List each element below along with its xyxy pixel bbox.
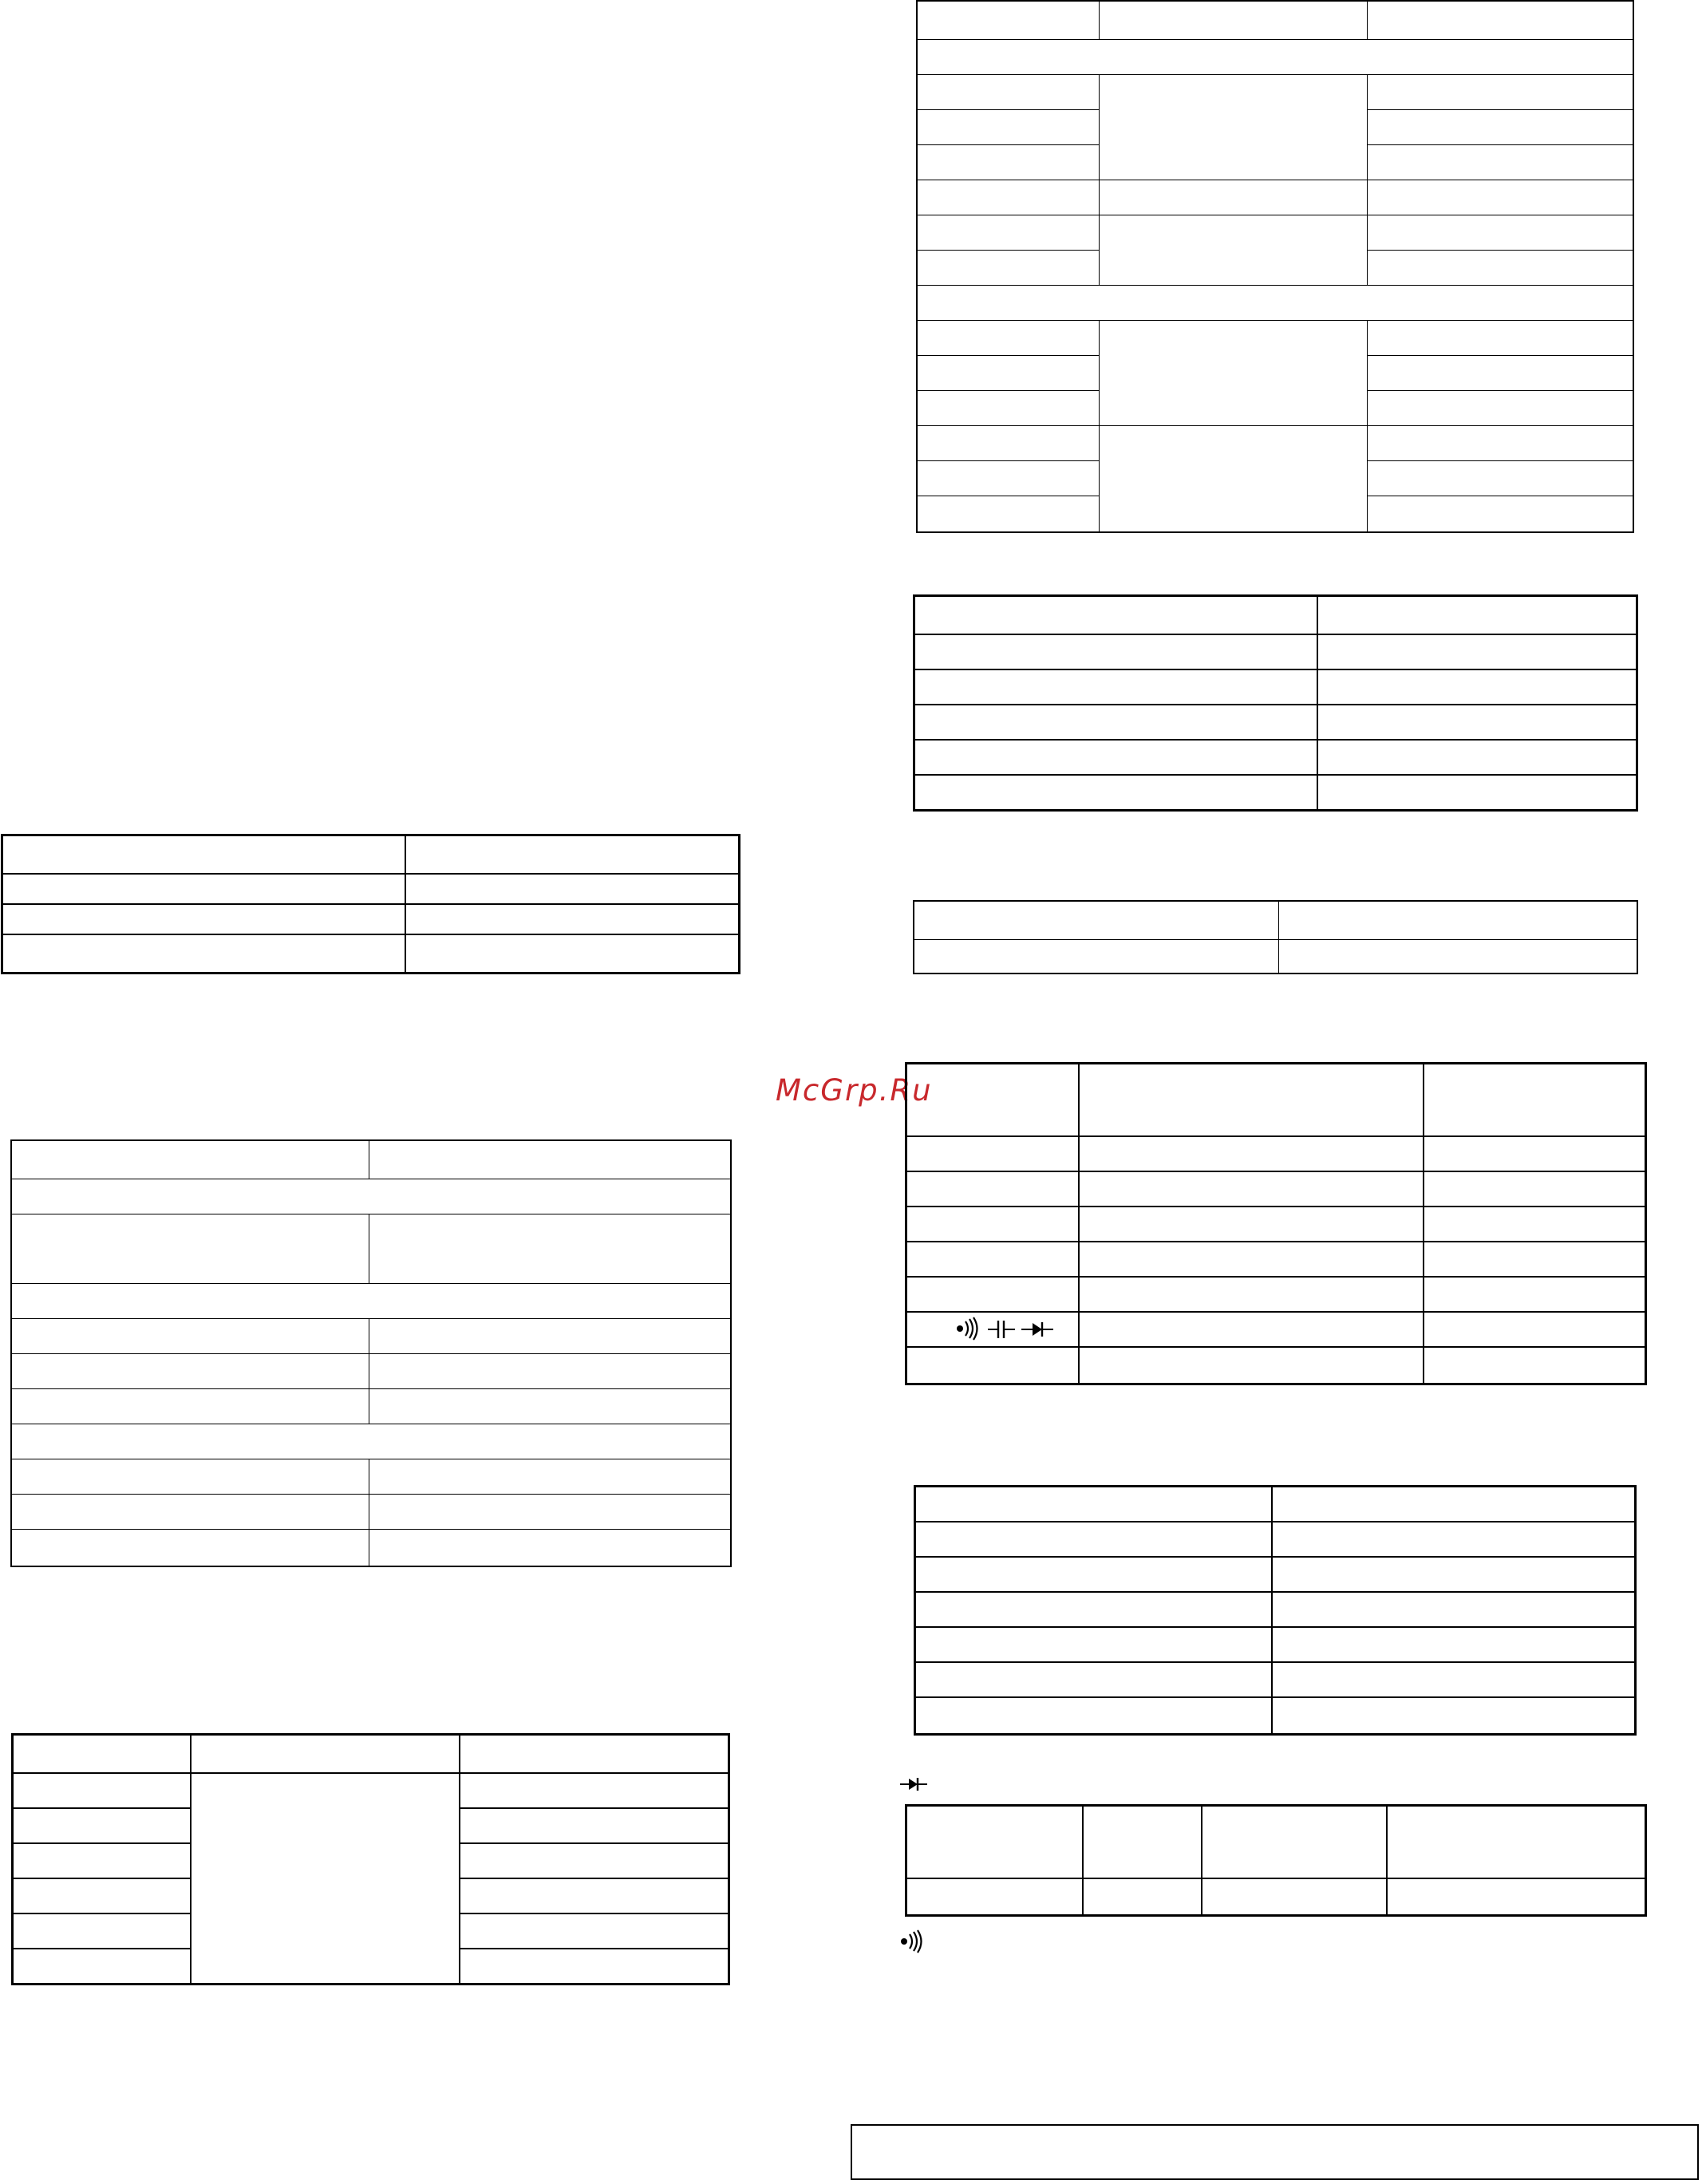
table-row [906,1347,1646,1384]
table-row [906,1136,1646,1171]
watermark-text: McGrp.Ru [776,1073,933,1108]
table-row [2,835,740,874]
table-row [906,1171,1646,1207]
table-row [917,320,1633,355]
table-row [914,939,1637,974]
left-table-3 [11,1733,730,1985]
table-row [2,874,740,904]
table-row [914,705,1637,740]
right-table-5 [914,1485,1637,1736]
table-row [2,934,740,973]
table-row [915,1557,1636,1592]
table-row [914,740,1637,775]
table-row [906,1242,1646,1277]
diode-icon [1021,1320,1053,1339]
table-row [917,425,1633,460]
table-section-row [917,39,1633,74]
right-table-2 [913,594,1638,812]
table-row [915,1592,1636,1627]
table-row [917,74,1633,109]
table-row [906,1277,1646,1312]
table-row [11,1353,731,1388]
right-table-1 [916,0,1634,533]
footer-box [851,2124,1699,2180]
table-row [906,1878,1646,1916]
table-row [915,1627,1636,1662]
table-row [915,1697,1636,1735]
table-row [13,1735,729,1773]
table-row [915,1522,1636,1557]
sound-waves-icon [900,1929,927,1953]
sound-waves-icon [956,1317,983,1341]
left-table-1 [1,834,740,974]
table-row [915,1487,1636,1522]
right-table-4 [905,1062,1647,1385]
table-row [11,1494,731,1529]
diode-icon [900,1776,927,1792]
table-row [11,1459,731,1494]
table-row [13,1773,729,1808]
table-section-row [11,1283,731,1318]
table-row [2,904,740,934]
table-row [914,634,1637,669]
table-section-row [11,1179,731,1214]
right-table-3 [913,900,1638,974]
table-row [917,1,1633,39]
table-row [914,901,1637,939]
table-row [906,1312,1646,1347]
table-row [917,180,1633,215]
table-row [914,669,1637,705]
table-row [11,1140,731,1179]
capacitor-icon [988,1318,1015,1341]
table-row [914,775,1637,811]
table-row [906,1207,1646,1242]
left-table-2 [10,1139,732,1567]
table-row [906,1064,1646,1136]
table-row [906,1806,1646,1878]
table-row [11,1318,731,1353]
table-row [11,1529,731,1566]
table-row [11,1214,731,1283]
table-section-row [917,285,1633,320]
table-row [914,596,1637,634]
table-row [11,1388,731,1424]
table-row [915,1662,1636,1697]
table-row [917,215,1633,250]
table-section-row [11,1424,731,1459]
right-table-6 [905,1804,1647,1917]
